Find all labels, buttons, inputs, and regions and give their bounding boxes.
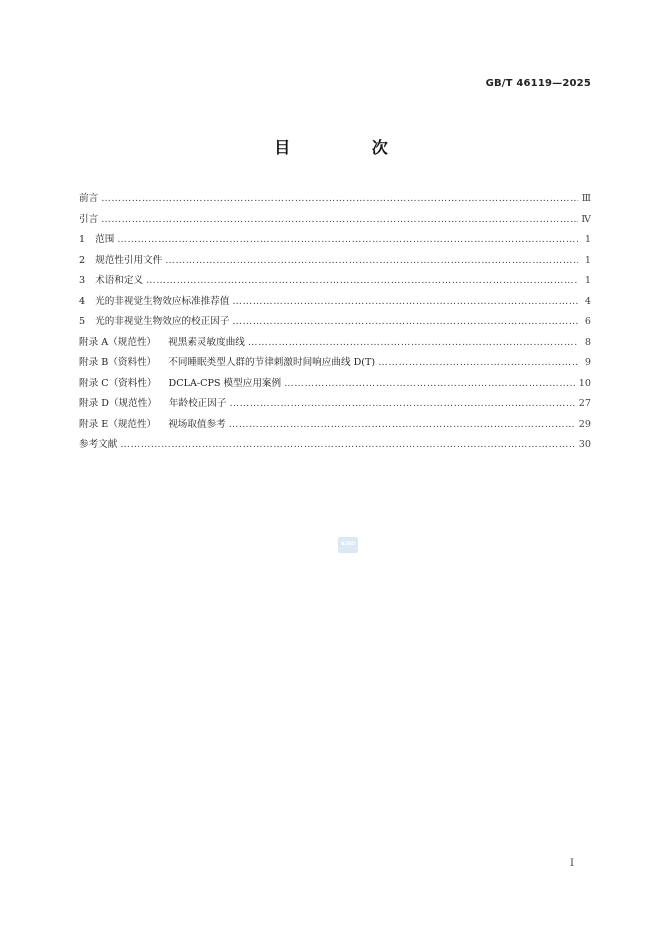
toc-leader-dots <box>232 312 578 333</box>
toc-title: 目 次 <box>274 138 426 157</box>
toc-entry[interactable] <box>79 394 591 415</box>
toc-leader-dots <box>284 374 576 395</box>
toc-entry-page: 6 <box>584 316 591 327</box>
footer-page-number: I <box>570 858 574 869</box>
toc-entry-label: 光的非视觉生物效应标准推荐值 <box>95 295 230 307</box>
toc-entry-label: 附录 B（资料性） <box>79 357 157 368</box>
toc-entry-number: 1 <box>79 234 86 245</box>
toc-leader-dots <box>229 394 575 415</box>
toc-entry-label: 附录 D（规范性） <box>79 398 157 409</box>
toc-leader-dots <box>146 271 578 292</box>
toc-entry-subtitle: DCLA-CPS 模型应用案例 <box>168 377 282 389</box>
toc-entry-number: 3 <box>79 275 86 286</box>
toc-entry-label: 附录 A（规范性） <box>79 336 157 348</box>
toc-entry[interactable] <box>79 353 591 374</box>
toc-entry-label: 引言 <box>79 213 99 225</box>
toc-entry[interactable] <box>79 292 591 313</box>
toc-entry-page: 27 <box>578 398 591 409</box>
toc-entry-page: 1 <box>584 234 591 245</box>
toc-entry-number: 2 <box>79 254 86 266</box>
toc-entry-page: Ⅳ <box>581 213 591 225</box>
toc-leader-dots <box>232 292 578 313</box>
toc-entry[interactable] <box>79 435 591 456</box>
toc-entry[interactable] <box>79 312 591 333</box>
toc-entry-page: 29 <box>578 418 591 430</box>
toc-entry-label: 术语和定义 <box>95 275 144 286</box>
toc-entry-page: Ⅲ <box>581 193 591 204</box>
toc-entry[interactable] <box>79 374 591 395</box>
toc-entry-page: 30 <box>578 439 591 450</box>
toc-leader-dots <box>248 333 578 354</box>
toc-leader-dots <box>117 230 578 251</box>
toc-leader-dots <box>120 435 575 456</box>
toc-entry[interactable] <box>79 333 591 354</box>
toc-entry-subtitle: 年龄校正因子 <box>168 398 227 409</box>
toc-entry-label: 参考文献 <box>79 439 118 450</box>
toc-entry-number: 4 <box>79 295 86 307</box>
toc-entry-subtitle: 视黑素灵敏度曲线 <box>168 336 245 348</box>
toc-entry[interactable] <box>79 251 591 272</box>
toc-entry-label: 范围 <box>95 234 115 245</box>
toc-entry[interactable] <box>79 230 591 251</box>
toc-entry[interactable] <box>79 271 591 292</box>
watermark-logo <box>338 537 358 553</box>
toc-entry-page: 10 <box>578 377 591 389</box>
toc-entry-subtitle: 不同睡眠类型人群的节律刺激时间响应曲线 D(T) <box>168 357 376 368</box>
toc-entry-page: 1 <box>584 275 591 286</box>
toc-entry[interactable] <box>79 210 591 231</box>
toc-leader-dots <box>101 210 578 231</box>
toc-entry-subtitle: 视场取值参考 <box>168 418 226 430</box>
table-of-contents <box>79 189 591 456</box>
toc-entry-label: 附录 E（规范性） <box>79 418 157 430</box>
toc-entry-label: 规范性引用文件 <box>95 254 163 266</box>
toc-entry-page: 8 <box>584 336 591 348</box>
toc-entry[interactable] <box>79 189 591 210</box>
toc-entry-number: 5 <box>79 316 86 327</box>
toc-leader-dots <box>101 189 578 210</box>
toc-entry-page: 4 <box>584 295 591 307</box>
standard-code: GB/T 46119—2025 <box>485 78 591 89</box>
toc-entry-page: 1 <box>584 254 591 266</box>
toc-entry-label: 前言 <box>79 193 99 204</box>
toc-leader-dots <box>229 415 576 436</box>
toc-entry[interactable] <box>79 415 591 436</box>
toc-leader-dots <box>165 251 578 272</box>
watermark-text: BZKO <box>341 542 355 547</box>
toc-leader-dots <box>378 353 578 374</box>
toc-entry-page: 9 <box>584 357 591 368</box>
toc-entry-label: 附录 C（资料性） <box>79 377 157 389</box>
toc-entry-label: 光的非视觉生物效应的校正因子 <box>95 316 230 327</box>
